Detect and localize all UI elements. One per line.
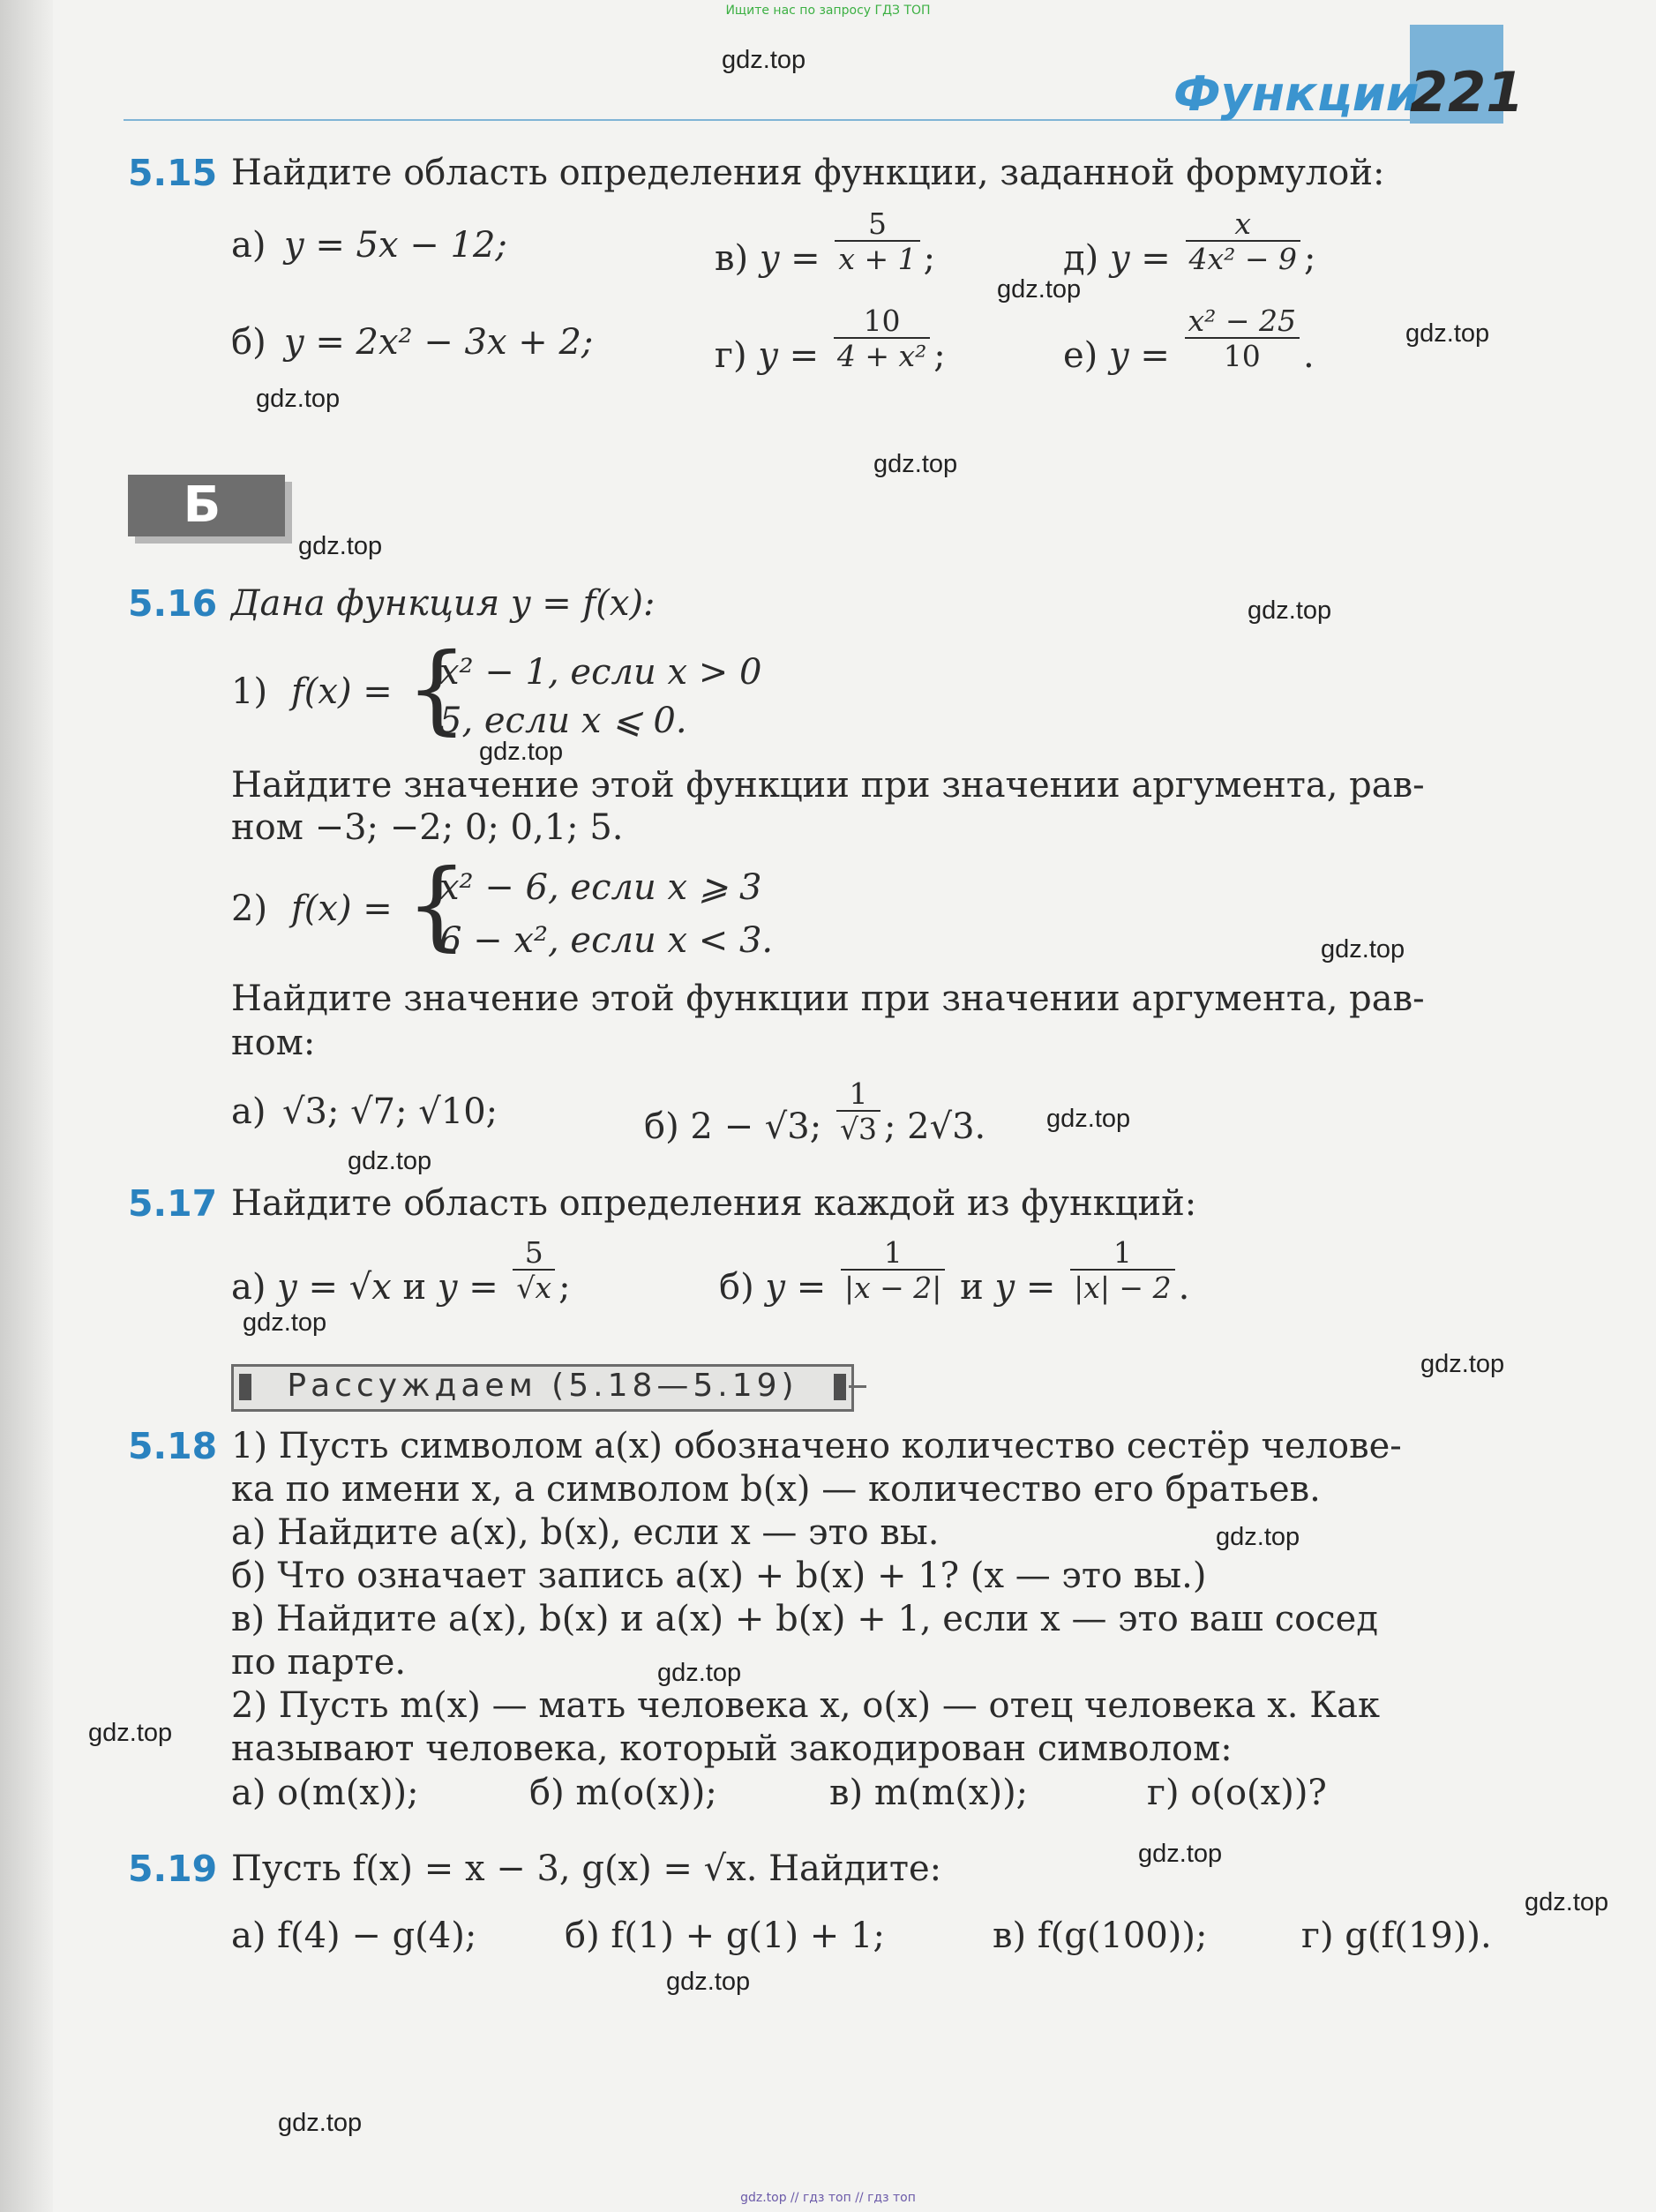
- watermark-stamp: gdz.top: [722, 46, 806, 74]
- ex515-v-numerator: 5: [868, 206, 888, 241]
- watermark-stamp: gdz.top: [88, 1719, 173, 1747]
- ex515-d-denominator: 4x² − 9: [1186, 240, 1300, 275]
- ex516-b-val1: 2 − √3;: [690, 1106, 822, 1148]
- watermark-stamp: gdz.top: [873, 450, 958, 478]
- ex517-a-lhs2: y =: [437, 1267, 498, 1308]
- ex519-option-b: б) f(1) + g(1) + 1;: [565, 1916, 885, 1956]
- ex515-g-denominator: 4 + x²: [834, 337, 930, 372]
- ex516-p2-lhs: f(x) =: [291, 889, 393, 929]
- ex515-a-label: а): [231, 225, 266, 266]
- watermark-bottom: gdz.top // гдз топ // гдз топ: [740, 2191, 916, 2205]
- watermark-stamp: gdz.top: [657, 1659, 742, 1687]
- ex515-d-end: ;: [1303, 238, 1316, 280]
- page-number: 221: [1410, 60, 1525, 124]
- watermark-top: Ищите нас по запросу ГДЗ ТОП: [725, 4, 931, 18]
- ex517-b-lhs2: y =: [994, 1267, 1056, 1308]
- watermark-stamp: gdz.top: [1420, 1350, 1505, 1378]
- ex517-a: [231, 1235, 571, 1308]
- ex519-option-v: в) f(g(100));: [993, 1916, 1208, 1956]
- ex515-v-lhs: y =: [759, 238, 821, 280]
- ex517-b-denominator1: |x − 2|: [841, 1269, 945, 1304]
- ex517-a-label: а): [231, 1267, 266, 1308]
- ex517-a-and: и: [402, 1267, 427, 1308]
- ex516-p1-brace: {: [406, 632, 468, 745]
- ex518-line1: 1) Пусть символом a(x) обозначено количество сестёр челове-: [231, 1426, 1402, 1466]
- ex517-b-end: .: [1178, 1267, 1190, 1308]
- ex516-a-values: √3; √7; √10;: [282, 1091, 498, 1132]
- page-edge-shadow: [0, 0, 53, 2212]
- ex516-p2-label: 2): [231, 889, 268, 929]
- ex515-v-label: в): [715, 238, 749, 280]
- ex515-d-label: д): [1063, 238, 1099, 280]
- ex516-b-fraction: [836, 1078, 880, 1146]
- exercise-5-15-text: Найдите область определения функции, заданной формулой:: [231, 153, 1385, 193]
- ex517-b-and: и: [960, 1267, 984, 1308]
- watermark-stamp: gdz.top: [256, 385, 341, 413]
- ex518-line4: б) Что означает запись a(x) + b(x) + 1? (x — это вы.): [231, 1556, 1207, 1596]
- ex516-q2-line1: Найдите значение этой функции при значении аргумента, рав-: [231, 979, 1425, 1019]
- ex515-e: [1063, 304, 1315, 377]
- ex518-option-b: б) m(o(x));: [529, 1773, 717, 1813]
- exercise-number-5-18: 5.18: [128, 1425, 218, 1467]
- ex515-e-numerator: x² − 25: [1188, 304, 1297, 338]
- ex515-g-label: г): [715, 335, 747, 377]
- ex517-b-fraction2: [1070, 1237, 1174, 1305]
- reasoning-label: Рассуждаем (5.18—5.19): [287, 1368, 798, 1404]
- ex517-a-f1: y = √x: [277, 1267, 392, 1308]
- ex515-g-numerator: 10: [863, 304, 901, 338]
- ex516-p1-lhs: f(x) =: [291, 671, 393, 712]
- ex516-p2-case2: 6 − x², если x < 3.: [439, 920, 774, 961]
- watermark-stamp: gdz.top: [1216, 1523, 1300, 1551]
- ex515-d-lhs: y =: [1109, 238, 1171, 280]
- ex516-p2-case1: x² − 6, если x ⩾ 3: [439, 867, 762, 908]
- ex517-b-label: б): [719, 1267, 754, 1308]
- watermark-stamp: gdz.top: [666, 1968, 751, 1996]
- watermark-stamp: gdz.top: [348, 1147, 432, 1175]
- ex515-e-lhs: y =: [1109, 335, 1170, 377]
- ex515-d: [1063, 206, 1316, 280]
- ex516-b: [644, 1078, 985, 1146]
- ex518-line3: а) Найдите a(x), b(x), если x — это вы.: [231, 1512, 940, 1553]
- watermark-stamp: gdz.top: [1138, 1840, 1223, 1868]
- ex518-line2: ка по имени x, а символом b(x) — количество его братьев.: [231, 1469, 1321, 1510]
- exercise-number-5-17: 5.17: [128, 1182, 218, 1225]
- watermark-stamp: gdz.top: [278, 2109, 363, 2137]
- ex515-g-end: ;: [933, 335, 946, 377]
- ex516-q1-line1: Найдите значение этой функции при значении аргумента, рав-: [231, 765, 1425, 806]
- ex515-b-expr: y = 2x² − 3x + 2;: [284, 322, 594, 363]
- ex515-v: [715, 206, 936, 280]
- ex515-a-expr: y = 5x − 12;: [284, 225, 507, 266]
- ex516-a-label: а): [231, 1091, 266, 1132]
- ex515-g-lhs: y =: [758, 335, 820, 377]
- exercise-number-5-15: 5.15: [128, 152, 218, 194]
- exercise-number-5-16: 5.16: [128, 582, 218, 625]
- ex517-a-numerator: 5: [524, 1235, 543, 1270]
- watermark-stamp: gdz.top: [479, 738, 564, 766]
- ex518-option-v: в) m(m(x));: [829, 1773, 1029, 1813]
- watermark-stamp: gdz.top: [298, 532, 383, 560]
- ex515-v-denominator: x + 1: [835, 240, 919, 275]
- ex516-b-numerator: 1: [849, 1076, 868, 1111]
- ex515-d-fraction: [1186, 208, 1300, 276]
- ex516-b-denominator: √3: [836, 1110, 880, 1145]
- ex517-a-end: ;: [558, 1267, 571, 1308]
- exercise-5-17-text: Найдите область определения каждой из функций:: [231, 1183, 1197, 1224]
- ex517-b-lhs1: y =: [765, 1267, 827, 1308]
- section-b-letter: Б: [183, 476, 221, 534]
- ex515-b-label: б): [231, 322, 266, 363]
- ex518-line6: по парте.: [231, 1642, 407, 1683]
- ex517-b-denominator2: |x| − 2: [1070, 1269, 1174, 1304]
- ex515-e-fraction: [1185, 305, 1300, 373]
- ex515-g-fraction: [834, 305, 930, 373]
- ex517-a-fraction: [513, 1237, 555, 1305]
- ex516-p1-label: 1): [231, 671, 268, 712]
- ex517-b-fraction1: [841, 1237, 945, 1305]
- ex518-line5: в) Найдите a(x), b(x) и a(x) + b(x) + 1, если x — это ваш сосед: [231, 1599, 1378, 1639]
- watermark-stamp: gdz.top: [1525, 1888, 1609, 1916]
- ex515-g: [715, 304, 946, 377]
- watermark-stamp: gdz.top: [243, 1308, 327, 1337]
- watermark-stamp: gdz.top: [1405, 319, 1490, 348]
- watermark-stamp: gdz.top: [997, 275, 1082, 304]
- ex515-e-label: е): [1063, 335, 1098, 377]
- watermark-stamp: gdz.top: [1321, 935, 1405, 964]
- ex519-option-g: г) g(f(19)).: [1301, 1916, 1492, 1956]
- exercise-number-5-19: 5.19: [128, 1848, 218, 1890]
- ex516-p1-case2: 5, если x ⩽ 0.: [439, 701, 687, 741]
- ex516-p1-case1: x² − 1, если x > 0: [439, 652, 762, 693]
- ex518-option-a: а) o(m(x));: [231, 1773, 419, 1813]
- watermark-stamp: gdz.top: [1248, 596, 1332, 625]
- exercise-5-19-text: Пусть f(x) = x − 3, g(x) = √x. Найдите:: [231, 1848, 942, 1889]
- ex519-option-a: а) f(4) − g(4);: [231, 1916, 477, 1956]
- ex517-b-numerator1: 1: [883, 1235, 903, 1270]
- ex515-e-end: .: [1303, 335, 1315, 377]
- ex516-p2-brace: {: [406, 848, 468, 961]
- ex518-line7: 2) Пусть m(x) — мать человека x, o(x) — отец человека x. Как: [231, 1685, 1381, 1726]
- ex515-d-numerator: x: [1234, 206, 1252, 241]
- ex517-b-numerator2: 1: [1113, 1235, 1132, 1270]
- ex518-option-g: г) o(o(x))?: [1147, 1773, 1327, 1813]
- ex515-v-fraction: [835, 208, 919, 276]
- exercise-5-16-text: Дана функция y = f(x):: [231, 583, 656, 624]
- ex516-q1-line2: ном −3; −2; 0; 0,1; 5.: [231, 807, 624, 848]
- ex517-b: [719, 1235, 1190, 1308]
- running-head: Функции: [1173, 66, 1420, 122]
- ex518-line8: называют человека, который закодирован символом:: [231, 1728, 1233, 1769]
- ex516-b-val3: ; 2√3.: [883, 1106, 986, 1148]
- ex515-e-denominator: 10: [1185, 337, 1300, 372]
- ex517-a-denominator: √x: [513, 1269, 555, 1304]
- ex516-b-label: б): [644, 1106, 679, 1148]
- watermark-stamp: gdz.top: [1046, 1105, 1131, 1133]
- ex515-v-end: ;: [923, 238, 936, 280]
- ex516-q2-line2: ном:: [231, 1023, 316, 1063]
